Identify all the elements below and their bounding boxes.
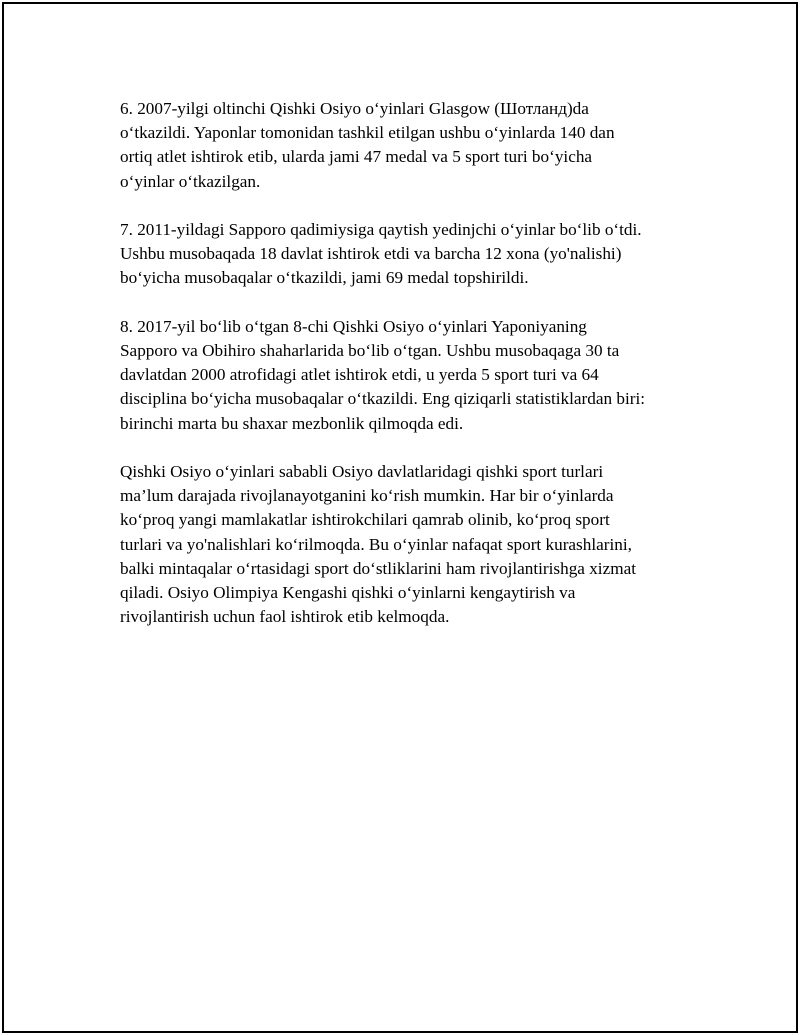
document-page [2, 2, 798, 1033]
paragraph-2017-games: 8. 2017-yil bo‘lib o‘tgan 8-chi Qishki Osiyo o‘yinlari Yaponiyaning Sapporo va Obihiro shaharlarida bo‘lib o‘tgan. Ushbu musobaqaga 30 ta davlatdan 2000 atrofidagi atlet ishtirok etdi, u yerda 5 sport turi va 64 disciplina bo‘yicha musobaqalar o‘tkazildi. Eng qiziqarli statistiklardan biri: birinchi marta bu shaxar mezbonlik qilmoqda edi. [120, 316, 646, 433]
paragraph-2007-games: 6. 2007-yilgi oltinchi Qishki Osiyo o‘yinlari Glasgow (Шотланд)da o‘tkazildi. Yaponlar tomonidan tashkil etilgan ushbu o‘yinlarda 140 dan ortiq atlet ishtirok etib, ularda jami 47 medal va 5 sport turi bo‘yicha o‘yinlar o‘tkazilgan. [120, 99, 615, 191]
document-body [120, 97, 690, 654]
paragraph-conclusion: Qishki Osiyo o‘yinlari sababli Osiyo davlatlaridagi qishki sport turlari ma’lum darajada rivojlanayotganini ko‘rish mumkin. Har bir o‘yinlarda ko‘proq yangi mamlakatlar ishtirokchilari qamrab olinib, ko‘proq sport turlari va yo'nalishlari ko‘rilmoqda. Bu o‘yinlar nafaqat sport kurashlarini, balki mintaqalar o‘rtasidagi sport do‘stliklarini ham rivojlantirishga xizmat qiladi. Osiyo Olimpiya Kengashi qishki o‘yinlarni kengaytirish va rivojlantirish uchun faol ishtirok etib kelmoqda. [120, 462, 636, 627]
paragraph-2011-games: 7. 2011-yildagi Sapporo qadimiysiga qaytish yedinjchi o‘yinlar bo‘lib o‘tdi. Ushbu musobaqada 18 davlat ishtirok etdi va barcha 12 xona (yo'nalishi) bo‘yicha musobaqalar o‘tkazildi, jami 69 medal topshirildi. [120, 220, 642, 288]
